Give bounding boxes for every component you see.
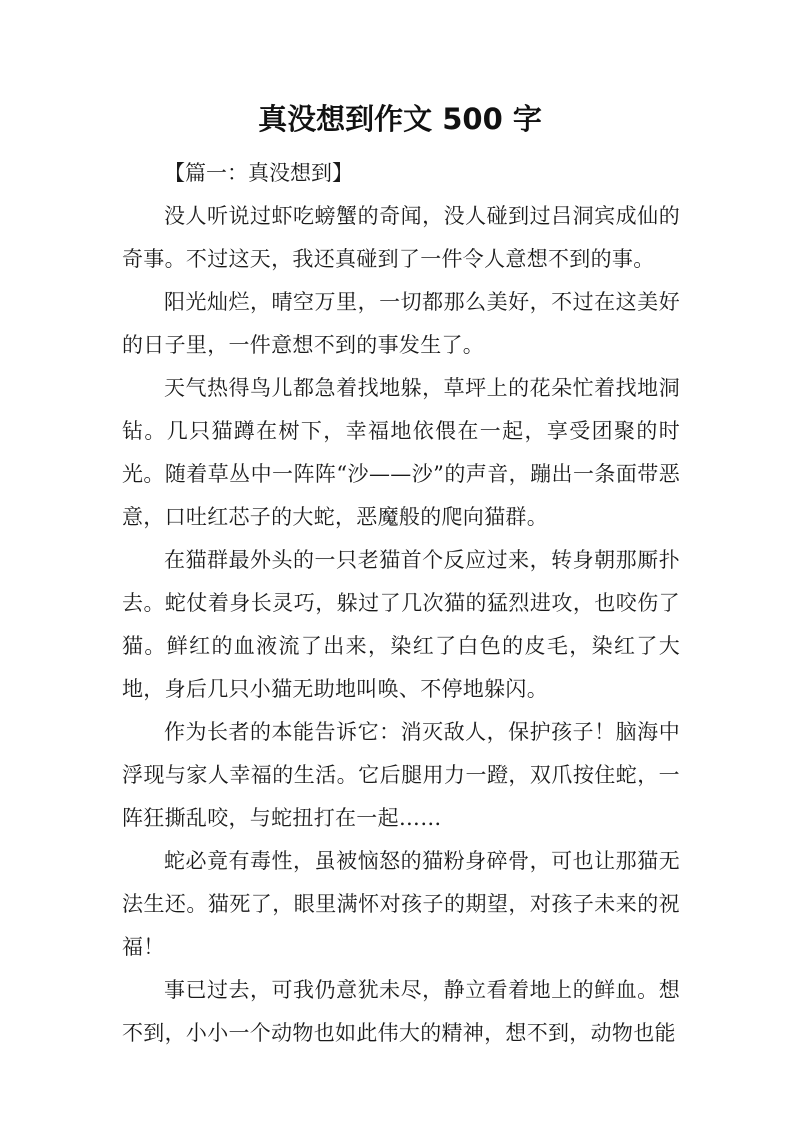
section-label: 【篇一：真没想到】 [164,161,353,185]
paragraph-6: 蛇必竟有毒性，虽被恼怒的猫粉身碎骨，可也让那猫无法生还。猫死了，眼里满怀对孩子的期望，对孩子未来的祝福！ [122,849,680,959]
paragraph-4: 在猫群最外头的一只老猫首个反应过来，转身朝那厮扑去。蛇仗着身长灵巧，躲过了几次猫的猛烈进攻，也咬伤了猫。鲜红的血液流了出来，染红了白色的皮毛，染红了大地，身后几只小猫无助地叫唤、不停地躲闪。 [122,548,680,701]
paragraph-2: 阳光灿烂，晴空万里，一切都那么美好，不过在这美好的日子里，一件意想不到的事发生了。 [122,290,680,357]
paragraph-7: 事已过去，可我仍意犹未尽，静立看着地上的鲜血。想不到，小小一个动物也如此伟大的精神，想不到，动物也能 [122,978,680,1045]
paragraph-1: 没人听说过虾吃螃蟹的奇闻，没人碰到过吕洞宾成仙的奇事。不过这天，我还真碰到了一件令人意想不到的事。 [122,204,680,271]
document-body [122,152,680,1055]
paragraph-3: 天气热得鸟儿都急着找地躲，草坪上的花朵忙着找地洞钻。几只猫蹲在树下，幸福地依偎在一起，享受团聚的时光。随着草丛中一阵阵“沙——沙”的声音，蹦出一条面带恶意，口吐红芯子的大蛇，恶魔般的爬向猫群。 [122,376,680,529]
document-title: 真没想到作文 500 字 [258,102,542,136]
paragraph-5: 作为长者的本能告诉它：消灭敌人，保护孩子！脑海中浮现与家人幸福的生活。它后腿用力一蹬，双爪按住蛇，一阵狂撕乱咬，与蛇扭打在一起…… [122,720,680,830]
